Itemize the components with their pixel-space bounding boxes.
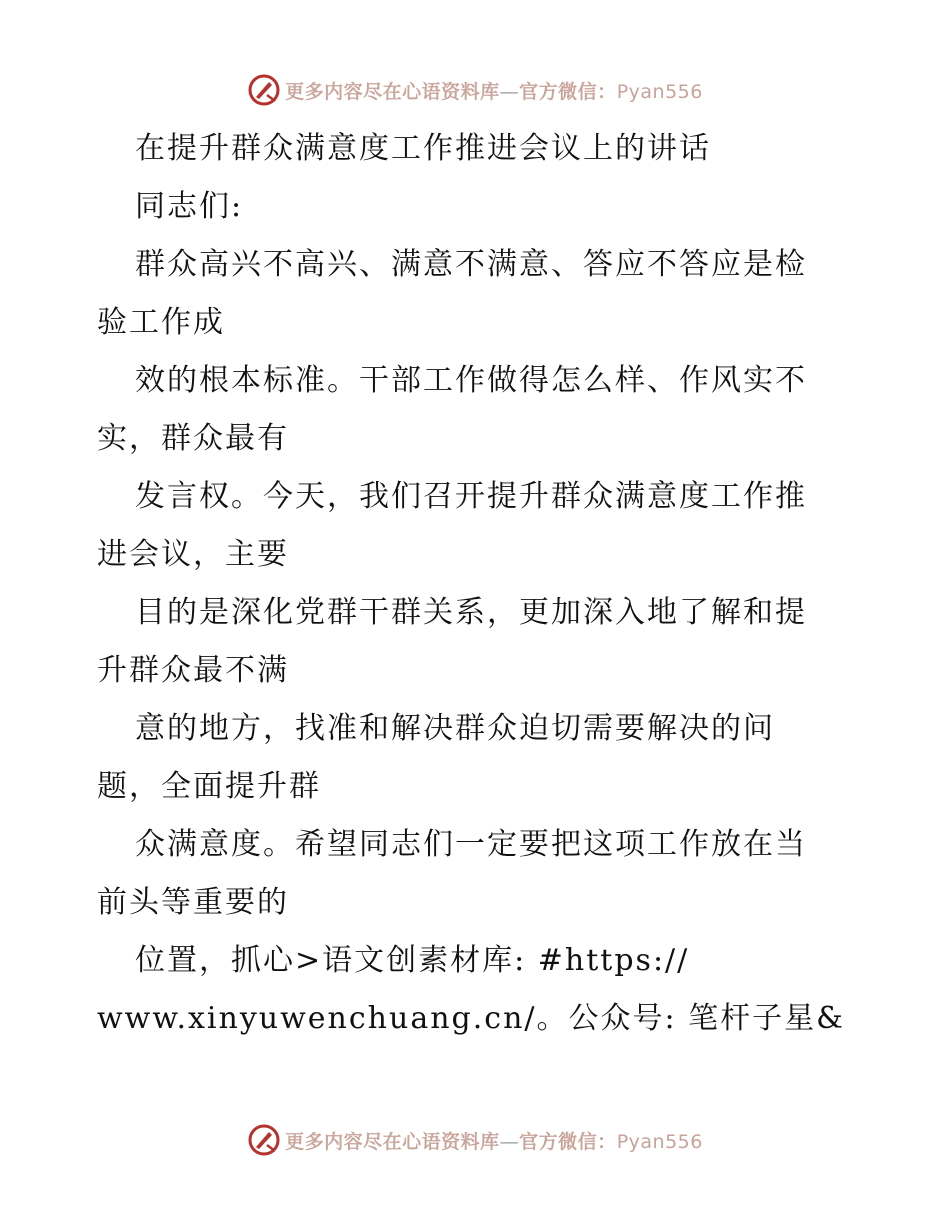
paragraph-line: 群众高兴不高兴、满意不满意、答应不答应是检 — [135, 247, 807, 282]
footer-wechat-label: 官方微信： — [519, 1130, 617, 1153]
paragraph-line: 众满意度。希望同志们一定要把这项工作放在当 — [135, 827, 807, 862]
footer-banner-text — [285, 1127, 703, 1154]
document-title: 在提升群众满意度工作推进会议上的讲话 — [135, 131, 711, 166]
footer-banner — [0, 1120, 950, 1160]
header-brand-text: 更多内容尽在心语资料库 — [285, 80, 500, 103]
paragraph-line: 升群众最不满 — [97, 653, 289, 688]
header-wechat-label: 官方微信： — [519, 80, 617, 103]
header-wechat-id: Pyan556 — [616, 80, 703, 103]
paragraph-line: www.xinyuwenchuang.cn/。公众号: 笔杆子星& — [97, 1001, 845, 1036]
footer-brand-text: 更多内容尽在心语资料库 — [285, 1130, 500, 1153]
document-body — [97, 120, 857, 1048]
paragraph-line: 发言权。今天，我们召开提升群众满意度工作推 — [135, 479, 807, 514]
paragraph-line: 位置，抓心>语文创素材库: #https:// — [135, 943, 690, 978]
quill-logo-icon — [247, 73, 281, 107]
paragraph-line: 效的根本标准。干部工作做得怎么样、作风实不 — [135, 363, 807, 398]
header-banner — [0, 70, 950, 110]
paragraph-line: 前头等重要的 — [97, 885, 289, 920]
paragraph-line: 验工作成 — [97, 305, 225, 340]
quill-logo-icon — [247, 1123, 281, 1157]
paragraph-line: 目的是深化党群干群关系，更加深入地了解和提 — [135, 595, 807, 630]
salutation: 同志们: — [135, 189, 244, 224]
header-separator: — — [499, 80, 520, 103]
paragraph-line: 进会议，主要 — [97, 537, 289, 572]
footer-separator: — — [499, 1130, 520, 1153]
footer-wechat-id: Pyan556 — [616, 1130, 703, 1153]
paragraph-line: 实，群众最有 — [97, 421, 289, 456]
paragraph-line: 意的地方，找准和解决群众迫切需要解决的问 — [135, 711, 775, 746]
paragraph-line: 题，全面提升群 — [97, 769, 321, 804]
header-banner-text — [285, 77, 703, 104]
